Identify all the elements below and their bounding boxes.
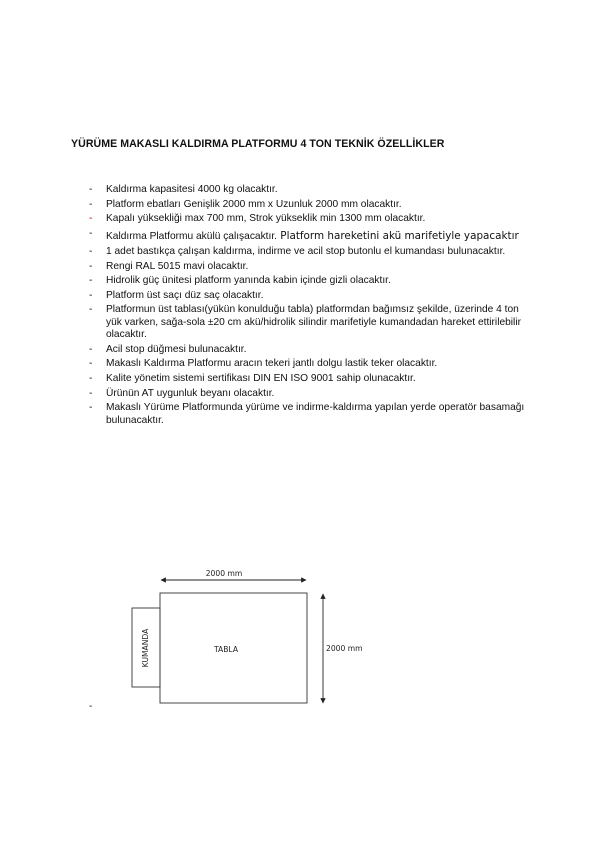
spec-item-text: Ürünün AT uygunluk beyanı olacaktır. (106, 387, 275, 399)
list-bullet: - (89, 387, 93, 399)
spec-item (89, 228, 529, 244)
spec-item-text: Platformun üst tablası(yükün konulduğu tabla) platformdan bağımsız şekilde, üzerinde 4 ton yük varken, sağa-sola ±20 cm akü/hidrolik silindir marifetiyle kumandadan hareket ettirilebilir olacaktır. (106, 304, 521, 341)
spec-item-text: Kaldırma kapasitesi 4000 kg olacaktır. (106, 184, 278, 195)
spec-item (89, 199, 529, 211)
list-bullet: - (89, 289, 93, 301)
list-bullet: - (89, 213, 93, 225)
spec-item-text: Hidrolik güç ünitesi platform yanında kabin içinde gizli olacaktır. (106, 275, 391, 287)
spec-item (89, 213, 529, 225)
spec-item (89, 344, 529, 356)
spec-item-text: Kaldırma Platformu akülü çalışacaktır. (106, 230, 277, 242)
list-bullet: - (89, 304, 93, 316)
spec-item (89, 290, 529, 302)
spec-item-text: Platform üst saçı düz saç olacaktır. (106, 289, 264, 301)
platform-diagram (125, 563, 375, 713)
table-label: TABLA (213, 645, 239, 654)
spec-item (89, 388, 529, 400)
list-bullet: - (89, 184, 93, 195)
spec-item (89, 304, 529, 341)
spec-item (89, 246, 529, 258)
spec-item (89, 261, 529, 273)
list-bullet: - (89, 245, 93, 257)
list-bullet: - (89, 275, 93, 287)
width-dimension-label: 2000 mm (205, 569, 243, 578)
height-dimension-label: 2000 mm (326, 644, 363, 653)
list-bullet: - (89, 198, 93, 210)
spec-item-text: Acil stop düğmesi bulunacaktır. (106, 343, 247, 355)
list-bullet: - (89, 260, 93, 272)
document-title: YÜRÜME MAKASLI KALDIRMA PLATFORMU 4 TON TEKNİK ÖZELLİKLER (71, 138, 445, 150)
spec-item-text: Platform ebatları Genişlik 2000 mm x Uzunluk 2000 mm olacaktır. (106, 198, 402, 210)
spec-item-text: Makaslı Kaldırma Platformu aracın tekeri jantlı dolgu lastik teker olacaktır. (106, 358, 438, 370)
spec-item-extra-text: Platform hareketini akü marifetiyle yapacaktır (277, 229, 519, 242)
spec-item-text: Rengi RAL 5015 mavi olacaktır. (106, 260, 249, 272)
list-bullet: - (89, 358, 93, 370)
spec-item (89, 184, 529, 196)
control-panel-label: KUMANDA (141, 628, 150, 668)
spec-list (89, 184, 529, 429)
spec-item (89, 358, 529, 370)
spec-item-text: Makaslı Yürüme Platformunda yürüme ve indirme-kaldırma yapılan yerde operatör basamağı bulunacaktır. (106, 402, 525, 426)
spec-item (89, 275, 529, 287)
spec-item-text: Kalite yönetim sistemi sertifikası DIN EN ISO 9001 sahip olunacaktır. (106, 372, 416, 384)
spec-item (89, 373, 529, 385)
trailing-dash: - (89, 701, 93, 712)
list-bullet: - (89, 372, 93, 384)
list-bullet: - (89, 343, 93, 355)
list-bullet: - (89, 402, 93, 414)
spec-item (89, 402, 529, 427)
spec-item-text: Kapalı yüksekliği max 700 mm, Strok yükseklik min 1300 mm olacaktır. (106, 213, 426, 225)
spec-item-text: 1 adet bastıkça çalışan kaldırma, indirme ve acil stop butonlu el kumandası bulunacaktır. (106, 245, 506, 257)
list-bullet: - (89, 227, 93, 239)
